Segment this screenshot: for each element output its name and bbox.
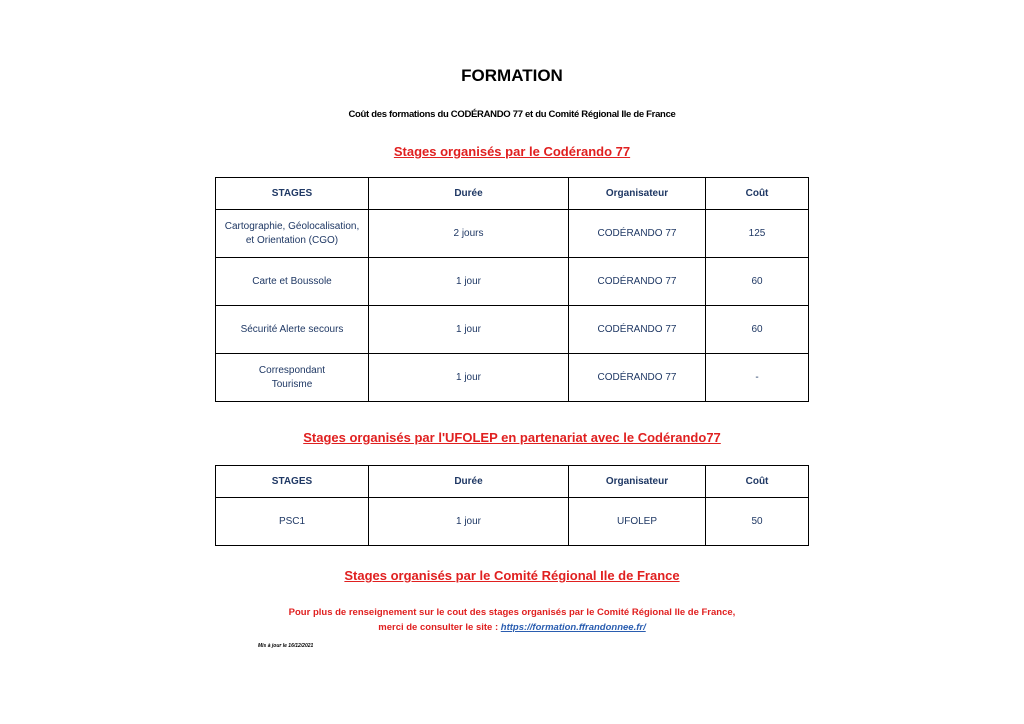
cell-stage: Cartographie, Géolocalisation, et Orientation (CGO) [216, 210, 369, 258]
cell-duree: 1 jour [369, 498, 569, 546]
column-header-cout: Coût [706, 178, 809, 210]
cell-cout: 60 [706, 306, 809, 354]
page-title: FORMATION [461, 66, 563, 85]
cell-cout: 125 [706, 210, 809, 258]
column-header-duree: Durée [369, 178, 569, 210]
cell-duree: 1 jour [369, 258, 569, 306]
column-header-stages: STAGES [216, 466, 369, 498]
cell-stage: Carte et Boussole [216, 258, 369, 306]
table-header-row [216, 178, 809, 210]
cell-organisateur: UFOLEP [569, 498, 706, 546]
column-header-organisateur: Organisateur [569, 178, 706, 210]
cell-cout: 50 [706, 498, 809, 546]
column-header-duree: Durée [369, 466, 569, 498]
cell-stage: Sécurité Alerte secours [216, 306, 369, 354]
column-header-organisateur: Organisateur [569, 466, 706, 498]
cell-cout: - [706, 354, 809, 402]
formation-site-link[interactable]: https://formation.ffrandonnee.fr/ [500, 622, 646, 633]
table-row [216, 210, 809, 258]
cell-duree: 1 jour [369, 354, 569, 402]
coderando-stages-table [215, 177, 809, 402]
section-heading-ufolep: Stages organisés par l'UFOLEP en partenariat avec le Codérando77 [303, 430, 721, 445]
table-row [216, 498, 809, 546]
section-heading-comite-regional: Stages organisés par le Comité Régional Ile de France [344, 568, 680, 583]
table-row [216, 306, 809, 354]
cell-stage: PSC1 [216, 498, 369, 546]
cell-duree: 2 jours [369, 210, 569, 258]
page-subtitle: Coût des formations du CODÉRANDO 77 et du Comité Régional Ile de France [348, 109, 676, 120]
column-header-stages: STAGES [216, 178, 369, 210]
cell-duree: 1 jour [369, 306, 569, 354]
table-row [216, 258, 809, 306]
cell-organisateur: CODÉRANDO 77 [569, 306, 706, 354]
cell-organisateur: CODÉRANDO 77 [569, 354, 706, 402]
column-header-cout: Coût [706, 466, 809, 498]
cell-stage: Correspondant Tourisme [216, 354, 369, 402]
cell-organisateur: CODÉRANDO 77 [569, 210, 706, 258]
section-heading-coderando: Stages organisés par le Codérando 77 [393, 144, 631, 159]
info-note-line2-text: merci de consulter le site : [378, 622, 501, 633]
table-row [216, 354, 809, 402]
info-note-line1: Pour plus de renseignement sur le cout des stages organisés par le Comité Régional Ile de France, [288, 607, 736, 618]
cell-organisateur: CODÉRANDO 77 [569, 258, 706, 306]
table-header-row [216, 466, 809, 498]
info-note [0, 605, 1024, 635]
info-note-line2 [0, 620, 1024, 635]
update-date: Mis à jour le 16/12/2021 [258, 643, 314, 649]
ufolep-stages-table [215, 465, 809, 546]
cell-cout: 60 [706, 258, 809, 306]
